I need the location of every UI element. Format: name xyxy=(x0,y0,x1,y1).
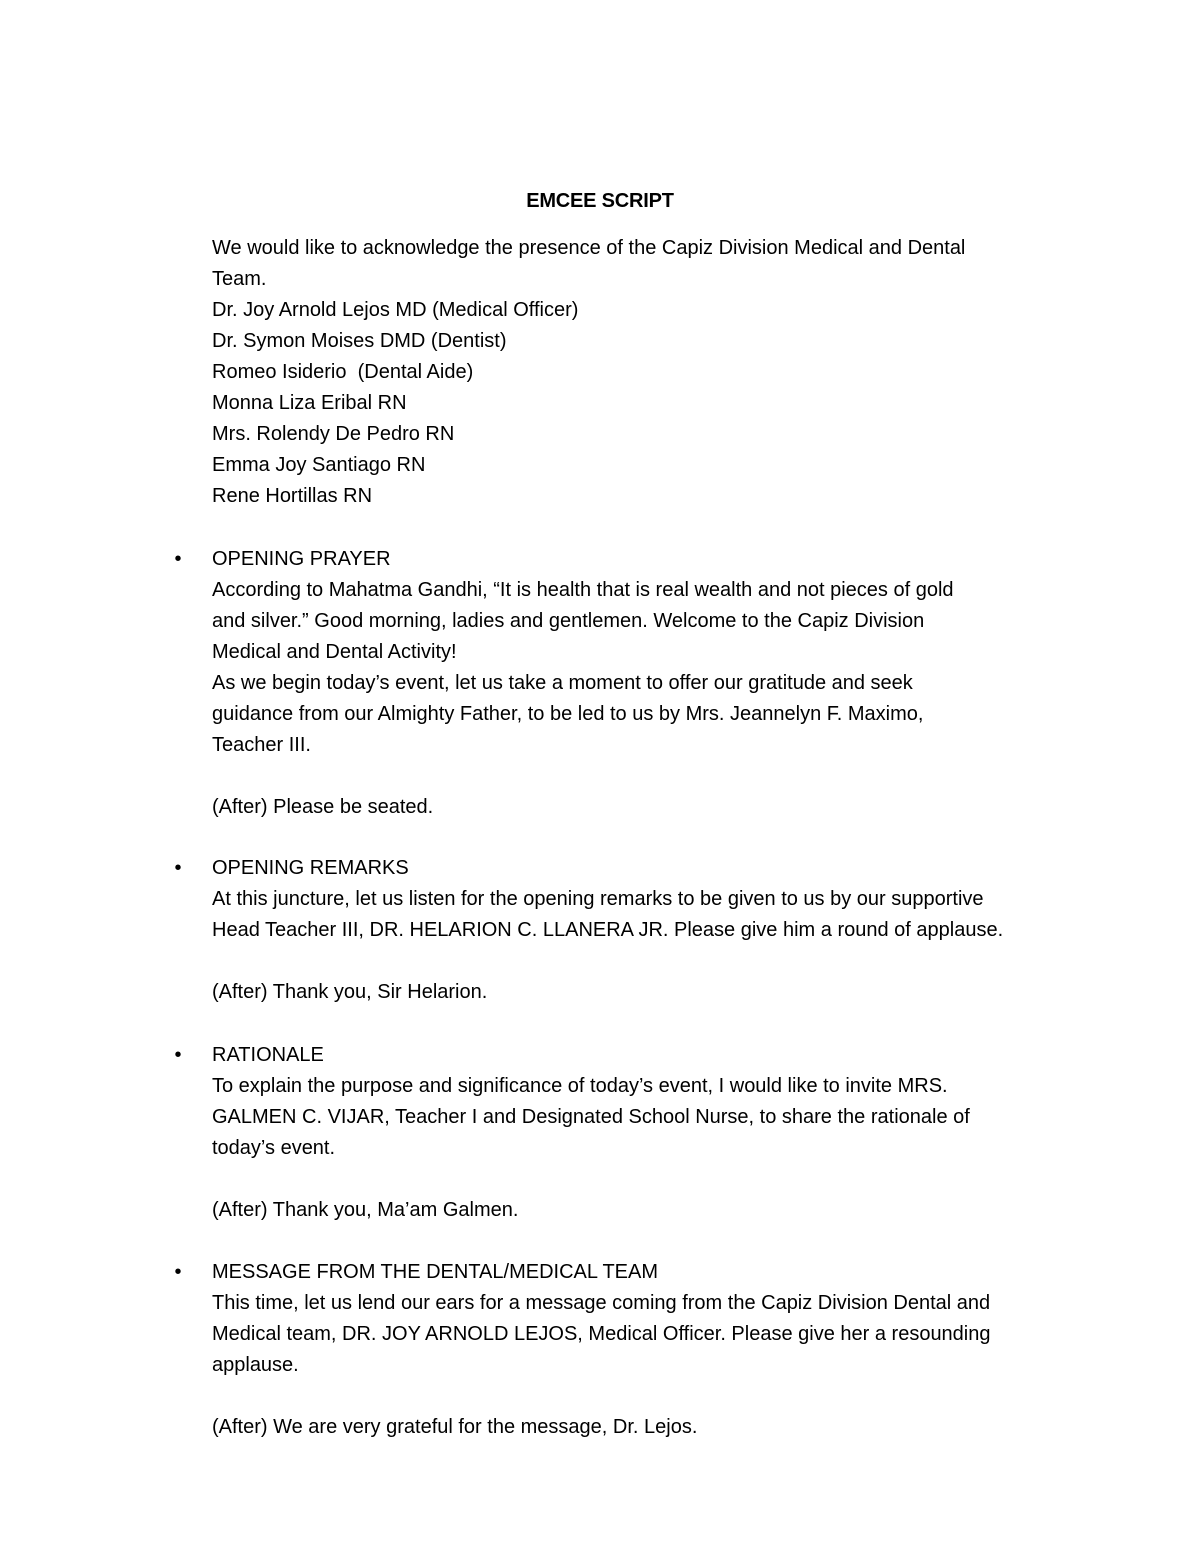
section-text-line: Teacher III. xyxy=(212,734,311,756)
after-note: (After) Thank you, Ma’am Galmen. xyxy=(212,1199,519,1221)
bullet-icon: • xyxy=(174,548,182,570)
team-member: Mrs. Rolendy De Pedro RN xyxy=(212,423,455,445)
team-member: Rene Hortillas RN xyxy=(212,485,373,507)
section-rationale xyxy=(212,1040,1072,1226)
team-member: Dr. Joy Arnold Lejos MD (Medical Officer) xyxy=(212,299,579,321)
bullet-icon: • xyxy=(174,1261,182,1283)
section-text-line: Medical team, DR. JOY ARNOLD LEJOS, Medical Officer. Please give her a resounding xyxy=(212,1323,991,1345)
document-title: EMCEE SCRIPT xyxy=(526,190,674,212)
section-message-dental-medical-team xyxy=(212,1257,1072,1443)
section-text-line: At this juncture, let us listen for the opening remarks to be given to us by our supportive xyxy=(212,888,984,910)
section-text-line: To explain the purpose and significance of today’s event, I would like to invite MRS. xyxy=(212,1075,948,1097)
section-text-line: This time, let us lend our ears for a message coming from the Capiz Division Dental and xyxy=(212,1292,991,1314)
bullet-icon: • xyxy=(174,1044,182,1066)
spacer xyxy=(212,1164,1072,1195)
section-text-line: Medical and Dental Activity! xyxy=(212,641,457,663)
spacer xyxy=(212,1381,1072,1412)
acknowledgement-line: Team. xyxy=(212,268,267,290)
section-heading: MESSAGE FROM THE DENTAL/MEDICAL TEAM xyxy=(212,1261,658,1283)
section-opening-remarks xyxy=(212,853,1072,1008)
team-member: Romeo Isiderio (Dental Aide) xyxy=(212,361,474,383)
after-note: (After) Thank you, Sir Helarion. xyxy=(212,981,488,1003)
section-heading: OPENING REMARKS xyxy=(212,857,409,879)
acknowledgement-line: We would like to acknowledge the presence of the Capiz Division Medical and Dental xyxy=(212,237,966,259)
section-text-line: and silver.” Good morning, ladies and gentlemen. Welcome to the Capiz Division xyxy=(212,610,925,632)
section-text-line: According to Mahatma Gandhi, “It is health that is real wealth and not pieces of gold xyxy=(212,579,954,601)
section-heading: OPENING PRAYER xyxy=(212,548,391,570)
section-text-line: As we begin today’s event, let us take a moment to offer our gratitude and seek xyxy=(212,672,913,694)
acknowledgement-block xyxy=(212,233,1072,512)
team-member: Emma Joy Santiago RN xyxy=(212,454,426,476)
section-opening-prayer xyxy=(212,544,1072,823)
spacer xyxy=(212,761,1072,792)
spacer xyxy=(212,946,1072,977)
after-note: (After) Please be seated. xyxy=(212,796,434,818)
section-text-line: today’s event. xyxy=(212,1137,336,1159)
team-member: Dr. Symon Moises DMD (Dentist) xyxy=(212,330,507,352)
section-text-line: GALMEN C. VIJAR, Teacher I and Designated School Nurse, to share the rationale of xyxy=(212,1106,970,1128)
section-text-line: Head Teacher III, DR. HELARION C. LLANERA JR. Please give him a round of applause. xyxy=(212,919,1004,941)
section-heading: RATIONALE xyxy=(212,1044,324,1066)
bullet-icon: • xyxy=(174,857,182,879)
team-member: Monna Liza Eribal RN xyxy=(212,392,407,414)
section-text-line: applause. xyxy=(212,1354,299,1376)
after-note: (After) We are very grateful for the message, Dr. Lejos. xyxy=(212,1416,698,1438)
section-text-line: guidance from our Almighty Father, to be led to us by Mrs. Jeannelyn F. Maximo, xyxy=(212,703,924,725)
